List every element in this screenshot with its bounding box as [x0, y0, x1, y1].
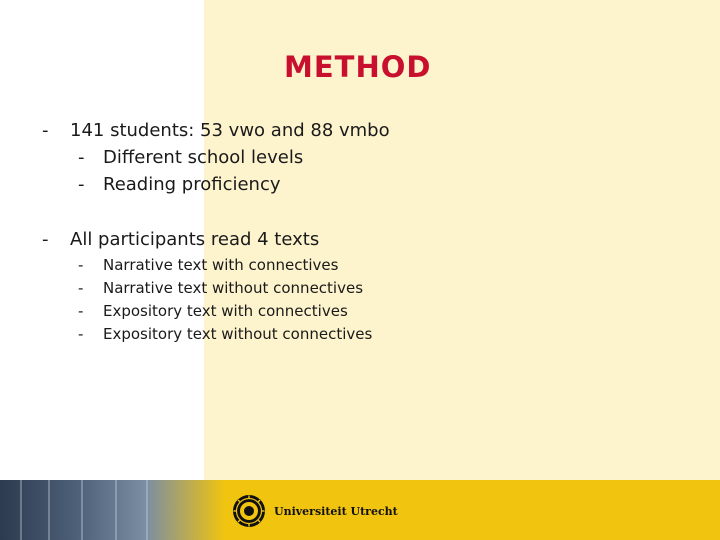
slide-title: METHOD	[284, 50, 432, 84]
bullet-item: All participants read 4 texts	[70, 229, 320, 250]
seal-icon	[232, 494, 266, 528]
university-logo	[232, 493, 398, 529]
sub-bullet-dash: -	[78, 147, 85, 168]
bullet-item: 141 students: 53 vwo and 88 vmbo	[70, 120, 390, 141]
sub-bullet-dash: -	[78, 302, 84, 320]
sub-bullet-item: Reading proficiency	[103, 174, 281, 195]
sub-bullet-item: Different school levels	[103, 147, 304, 168]
sub-bullet-dash: -	[78, 325, 84, 343]
sub-bullet-dash: -	[78, 256, 84, 274]
bullet-dash: -	[42, 120, 49, 141]
footer-photo	[0, 480, 225, 540]
sub-bullet-item: Expository text with connectives	[103, 302, 348, 320]
bullet-dash: -	[42, 229, 49, 250]
sub-bullet-dash: -	[78, 279, 84, 297]
sub-bullet-dash: -	[78, 174, 85, 195]
sub-bullet-item: Narrative text with connectives	[103, 256, 339, 274]
sub-bullet-item: Expository text without connectives	[103, 325, 373, 343]
sub-bullet-item: Narrative text without connectives	[103, 279, 364, 297]
logo-text: Universiteit Utrecht	[274, 504, 398, 518]
